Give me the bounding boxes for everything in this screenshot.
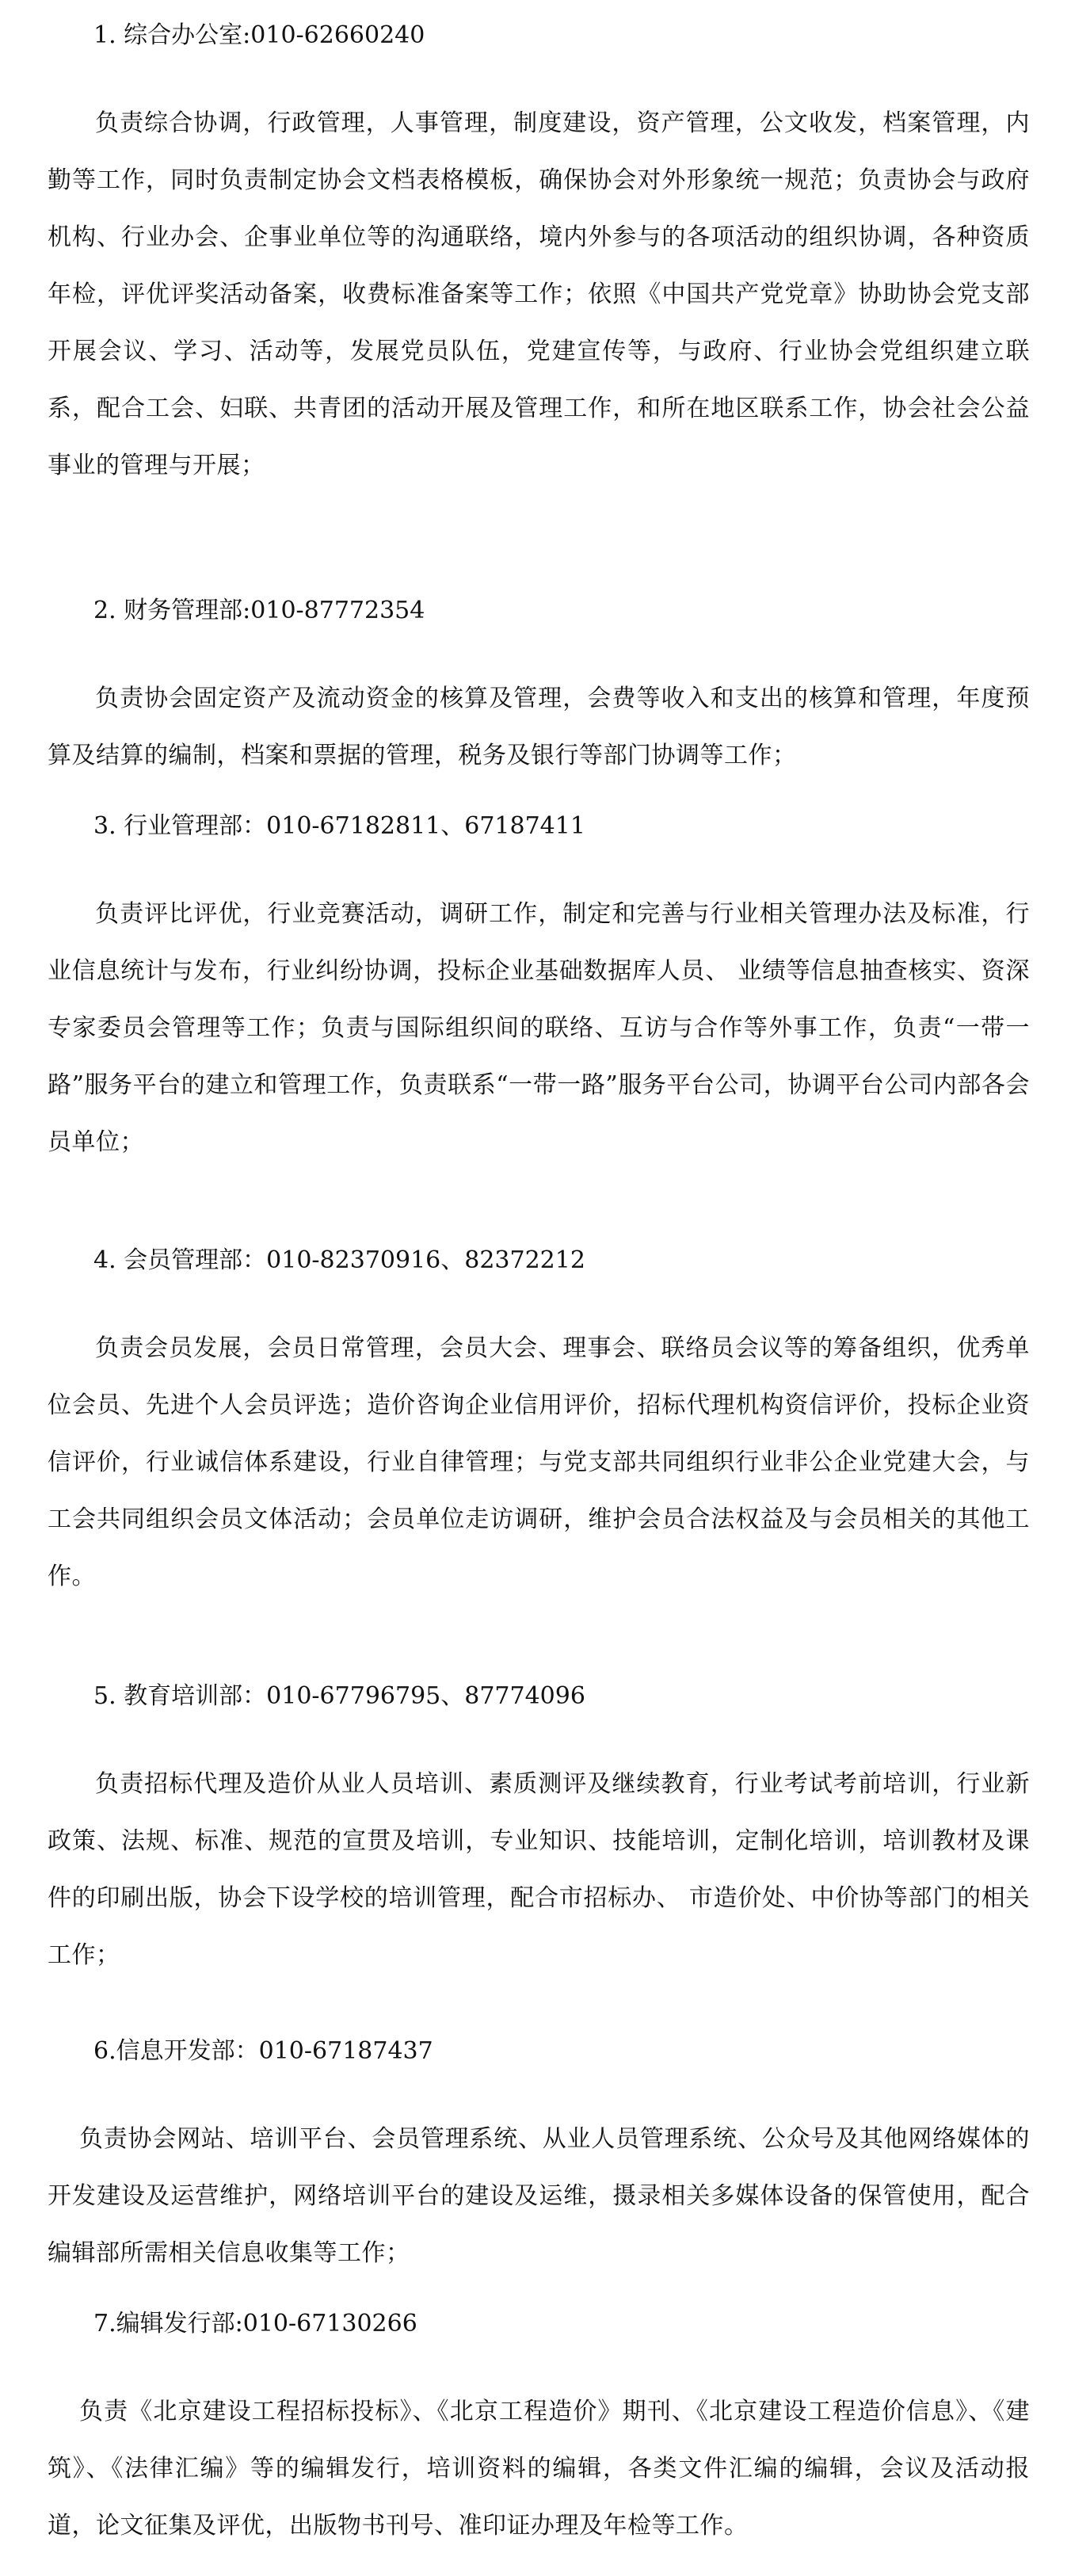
section-body: 负责《北京建设工程招标投标》、《北京工程造价》期刊、《北京建设工程造价信息》、《建筑》、《法律汇编》等的编辑发行，培训资料的编辑，各类文件汇编的编辑，会议及活动报道，论文征集及评优，出版物书刊号、准印证办理及年检等工作。 [48,2398,1030,2540]
section-heading: 3. 行业管理部：010-67182811、67187411 [93,812,585,840]
section-member-management [48,1242,1030,1605]
section-industry-management [48,808,1030,1171]
section-body: 负责综合协调，行政管理，人事管理，制度建设，资产管理，公文收发，档案管理，内勤等工作，同时负责制定协会文档表格模板，确保协会对外形象统一规范；负责协会与政府机构、行业办会、企事业单位等的沟通联络，境内外参与的各项活动的组织协调，各种资质年检，评优评奖活动备案，收费标准备案等工作；依照《中国共产党党章》协助协会党支部开展会议、学习、活动等，发展党员队伍，党建宣传等，与政府、行业协会党组织建立联系，配合工会、妇联、共青团的活动开展及管理工作，和所在地区联系工作，协会社会公益事业的管理与开展； [48,109,1030,479]
section-heading: 5. 教育培训部：010-67796795、87774096 [93,1682,585,1710]
section-editing-publishing [48,2306,1030,2555]
section-heading: 4. 会员管理部：010-82370916、82372212 [93,1246,585,1274]
section-education-training [48,1678,1030,1984]
section-body: 负责协会网站、培训平台、会员管理系统、从业人员管理系统、公众号及其他网络媒体的开发建设及运营维护，网络培训平台的建设及运维，摄录相关多媒体设备的保管使用，配合编辑部所需相关信息收集等工作； [48,2125,1030,2267]
section-heading: 2. 财务管理部:010-87772354 [93,597,425,624]
section-finance [48,593,1030,784]
section-heading: 7.编辑发行部:010-67130266 [93,2310,417,2337]
section-body: 负责会员发展，会员日常管理，会员大会、理事会、联络员会议等的筹备组织，优秀单位会员、先进个人会员评选；造价咨询企业信用评价，招标代理机构资信评价，投标企业资信评价，行业诚信体系建设，行业自律管理；与党支部共同组织行业非公企业党建大会，与工会共同组织会员文体活动；会员单位走访调研，维护会员合法权益及与会员相关的其他工作。 [48,1334,1030,1590]
section-information-development [48,2033,1030,2282]
section-body: 负责协会固定资产及流动资金的核算及管理，会费等收入和支出的核算和管理，年度预算及结算的编制，档案和票据的管理，税务及银行等部门协调等工作； [48,685,1030,769]
section-body: 负责招标代理及造价从业人员培训、素质测评及继续教育，行业考试考前培训，行业新政策、法规、标准、规范的宣贯及培训，专业知识、技能培训，定制化培训，培训教材及课件的印刷出版，协会下设学校的培训管理，配合市招标办、 市造价处、中价协等部门的相关工作； [48,1770,1030,1969]
section-body: 负责评比评优，行业竞赛活动，调研工作，制定和完善与行业相关管理办法及标准，行业信息统计与发布，行业纠纷协调，投标企业基础数据库人员、 业绩等信息抽查核实、资深专家委员会管理等工作；负责与国际组织间的联络、互访与合作等外事工作，负责“一带一路”服务平台的建立和管理工作，负责联系“一带一路”服务平台公司，协调平台公司内部各会员单位； [48,900,1030,1156]
section-heading: 1. 综合办公室:010-62660240 [93,21,425,49]
section-heading: 6.信息开发部：010-67187437 [93,2037,433,2065]
section-general-office [48,17,1030,494]
